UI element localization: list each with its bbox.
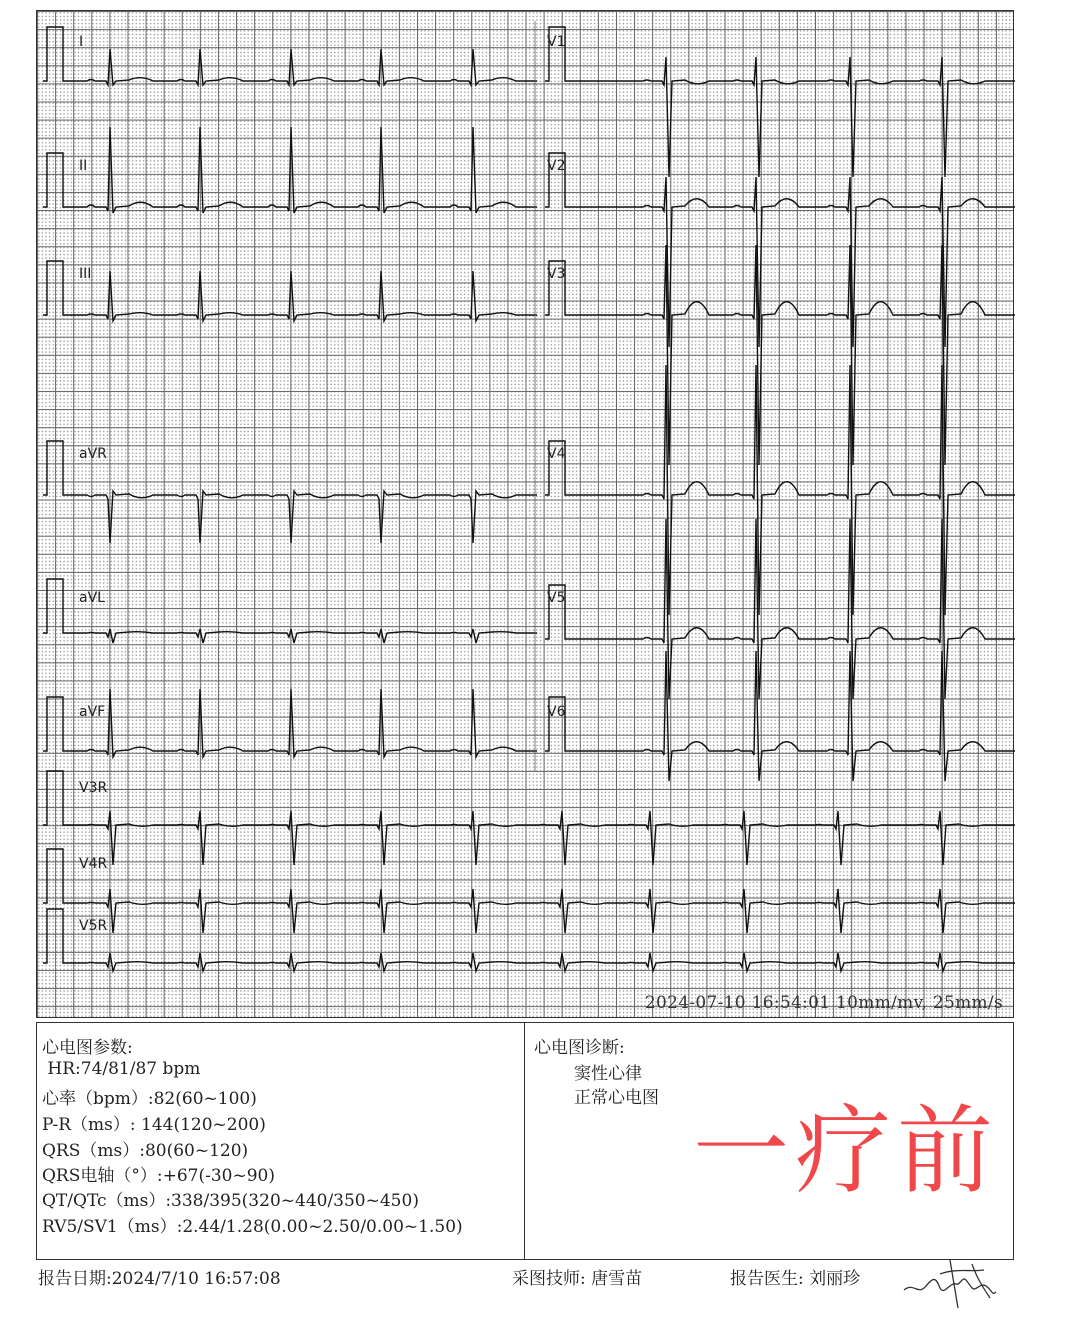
trace-lead-v5r — [43, 909, 1015, 971]
lead-label-iii: III — [79, 266, 92, 282]
technician-name: 采图技师: 唐雪苗 — [512, 1269, 643, 1289]
param-qt-qtc: QT/QTc（ms）:338/395(320~440/350~450) — [42, 1191, 419, 1211]
diagnosis-title: 心电图诊断: — [534, 1038, 625, 1058]
lead-label-v5: V5 — [547, 590, 566, 606]
lead-label-v3: V3 — [547, 266, 566, 282]
lead-label-v6: V6 — [547, 704, 566, 720]
param-hr: HR:74/81/87 bpm — [42, 1059, 201, 1079]
ecg-trace-grid — [36, 10, 1014, 1018]
diagnosis-conclusion: 正常心电图 — [574, 1088, 659, 1108]
parameters-title: 心电图参数: — [42, 1038, 133, 1058]
lead-label-v2: V2 — [547, 158, 566, 174]
diagnosis-rhythm: 窦性心律 — [574, 1064, 642, 1084]
ecg-diagnosis-panel — [524, 1022, 1014, 1260]
report-date: 报告日期:2024/7/10 16:57:08 — [38, 1269, 281, 1289]
lead-label-avf: aVF — [79, 704, 106, 720]
trace-lead-iii — [43, 261, 537, 321]
lead-label-avl: aVL — [79, 590, 105, 606]
ecg-parameters-panel — [36, 1022, 525, 1260]
ecg-waveforms — [37, 11, 1015, 1019]
param-pr-interval: P-R（ms）: 144(120~200) — [42, 1115, 266, 1135]
trace-lead-ii — [43, 127, 537, 213]
lead-label-v5r: V5R — [79, 918, 108, 934]
param-qrs-axis: QRS电轴（°）:+67(-30~90) — [42, 1166, 276, 1186]
trace-lead-v3 — [545, 245, 1015, 465]
param-rv5-sv1: RV5/SV1（ms）:2.44/1.28(0.00~2.50/0.00~1.50) — [42, 1217, 463, 1237]
trace-lead-avf — [43, 689, 537, 757]
treatment-stage-annotation: 一疗前 — [693, 1095, 999, 1207]
lead-label-v4: V4 — [547, 446, 566, 462]
recording-timestamp-and-scale: 2024-07-10 16:54:01 10mm/mv, 25mm/s — [644, 993, 1003, 1013]
lead-label-v1: V1 — [547, 34, 566, 50]
trace-lead-v4r — [43, 849, 1015, 933]
lead-label-i: I — [79, 34, 84, 50]
trace-lead-v2 — [545, 153, 1015, 347]
lead-label-ii: II — [79, 158, 88, 174]
trace-lead-v1 — [545, 27, 1015, 177]
trace-lead-i — [43, 27, 537, 85]
lead-label-avr: aVR — [79, 446, 107, 462]
trace-lead-avl — [43, 579, 537, 643]
lead-label-v4r: V4R — [79, 856, 108, 872]
param-heart-rate: 心率（bpm）:82(60~100) — [42, 1089, 257, 1109]
lead-label-v3r: V3R — [79, 780, 108, 796]
param-qrs-duration: QRS（ms）:80(60~120) — [42, 1141, 249, 1161]
trace-lead-avr — [43, 441, 537, 543]
trace-lead-v3r — [43, 771, 1015, 865]
doctor-signature — [900, 1252, 1000, 1312]
reporting-doctor: 报告医生: 刘丽珍 — [730, 1269, 861, 1289]
